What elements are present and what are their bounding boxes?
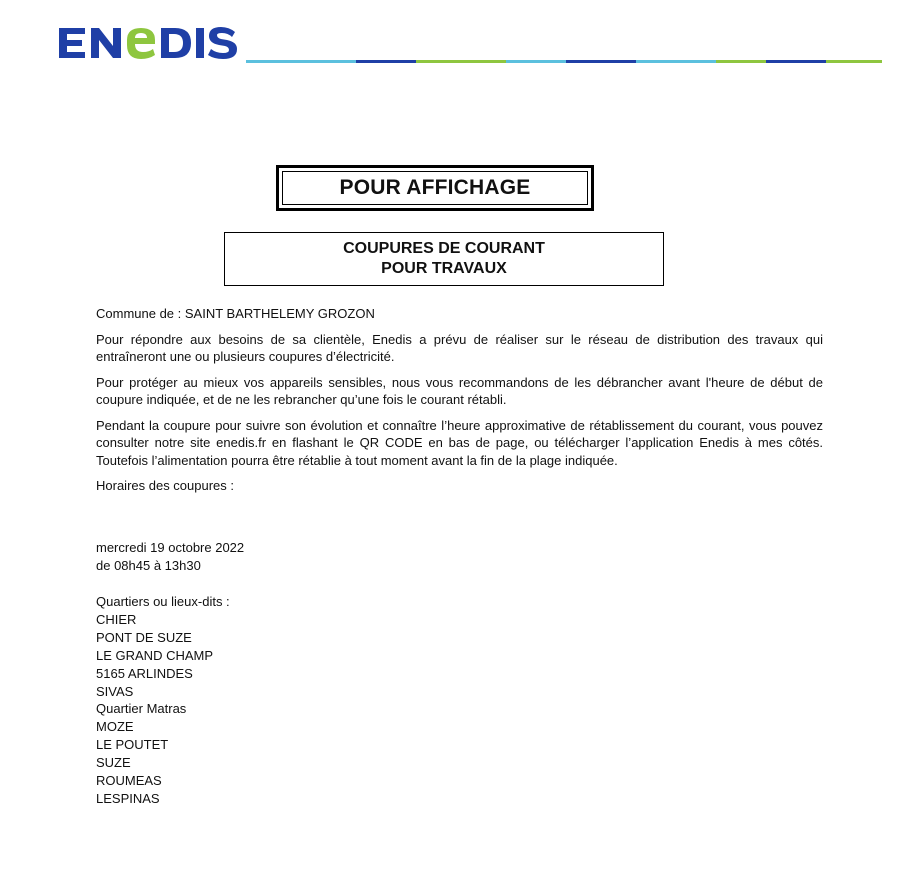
places-list xyxy=(96,593,230,808)
notice-subtitle-box xyxy=(224,232,664,286)
enedis-logo xyxy=(55,22,240,64)
place-item: Quartier Matras xyxy=(96,701,187,717)
schedule xyxy=(96,539,244,574)
schedule-hours: de 08h45 à 13h30 xyxy=(96,557,201,573)
enedis-logo-mark xyxy=(55,22,240,64)
place-item: LE POUTET xyxy=(96,737,169,753)
commune-line: Commune de : SAINT BARTHELEMY GROZON xyxy=(96,306,375,321)
paragraph-2: Pour protéger au mieux vos appareils sensibles, nous vous recommandons de les débrancher avant l'heure de début de coupure indiquée, et de ne les rebrancher qu’une fois le courant rétabli. xyxy=(96,374,823,407)
notice-title-box xyxy=(276,165,594,211)
place-item: LESPINAS xyxy=(96,790,160,806)
paragraph-1: Pour répondre aux besoins de sa clientèle, Enedis a prévu de réaliser sur le réseau de distribution des travaux qui entraîneront une ou plusieurs coupures d’électricité. xyxy=(96,331,823,364)
place-item: CHIER xyxy=(96,611,137,627)
place-item: SIVAS xyxy=(96,683,134,699)
schedule-date: mercredi 19 octobre 2022 xyxy=(96,540,245,555)
places-label: Quartiers ou lieux-dits : xyxy=(96,594,230,609)
paragraph-3: Pendant la coupure pour suivre son évolution et connaître l’heure approximative de rétablissement du courant, vous pouvez consulter notre site enedis.fr en flashant le QR CODE en bas de page, ou télécharger l’application Enedis à mes côtés. Toutefois l’alimentation pourra être rétablie à tout moment avant la fin de la plage indiquée. xyxy=(96,417,823,468)
place-item: ROUMEAS xyxy=(96,773,162,789)
horaires-label: Horaires des coupures : xyxy=(96,478,235,493)
notice-subtitle-line2: POUR TRAVAUX xyxy=(381,260,507,277)
header-rule xyxy=(246,60,882,63)
place-item: SUZE xyxy=(96,755,131,771)
notice-subtitle-line1: COUPURES DE COURANT xyxy=(343,240,545,257)
place-item: 5165 ARLINDES xyxy=(96,665,193,681)
place-item: MOZE xyxy=(96,719,134,735)
place-item: LE GRAND CHAMP xyxy=(96,647,214,663)
notice-title: POUR AFFICHAGE xyxy=(282,171,588,205)
place-item: PONT DE SUZE xyxy=(96,629,192,645)
notice-body xyxy=(96,305,823,503)
